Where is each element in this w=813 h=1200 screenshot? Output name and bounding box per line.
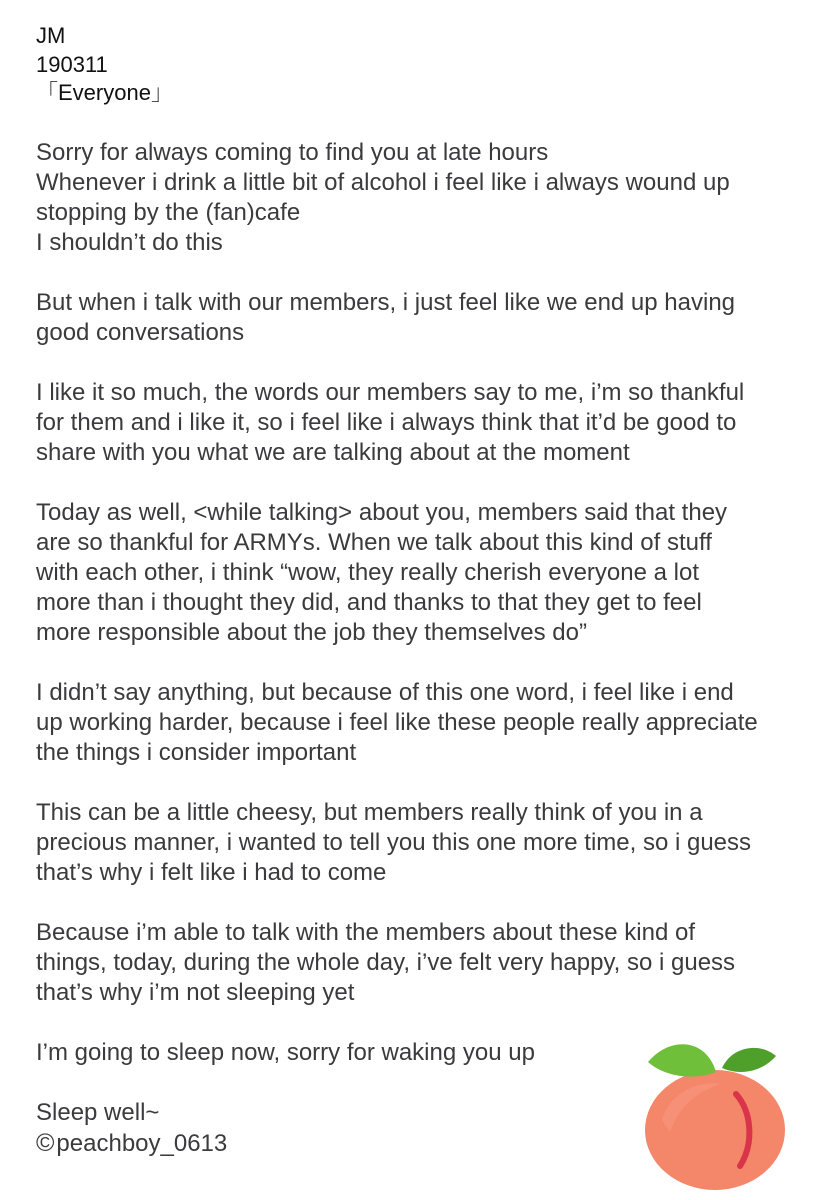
paragraph-line: I shouldn’t do this xyxy=(36,228,223,256)
peach-leaf-left xyxy=(648,1044,716,1076)
note-header xyxy=(36,22,806,108)
paragraph-1 xyxy=(36,138,806,258)
peach-icon xyxy=(640,1032,790,1192)
post-date: 190311 xyxy=(36,51,108,77)
paragraph-4 xyxy=(36,498,806,648)
paragraph-line: Because i’m able to talk with the members about these kind of xyxy=(36,918,696,946)
paragraph-line: the things i consider important xyxy=(36,738,357,766)
paragraph-line: are so thankful for ARMYs. When we talk about this kind of stuff xyxy=(36,528,712,556)
credit-handle: peachboy_0613 xyxy=(56,1129,228,1157)
paragraph-line: I like it so much, the words our members say to me, i’m so thankful xyxy=(36,378,745,406)
author-initials: JM xyxy=(36,23,66,48)
paragraph-line: for them and i like it, so i feel like i always think that it’d be good to xyxy=(36,408,737,436)
paragraph-line: that’s why i’m not sleeping yet xyxy=(36,978,355,1006)
paragraph-5 xyxy=(36,678,806,768)
paragraph-line: This can be a little cheesy, but members really think of you in a xyxy=(36,798,703,826)
paragraph-line: that’s why i felt like i had to come xyxy=(36,858,387,886)
paragraph-line: share with you what we are talking about at the moment xyxy=(36,438,630,466)
paragraph-line: things, today, during the whole day, i’ve felt very happy, so i guess xyxy=(36,948,736,976)
paragraph-line: I didn’t say anything, but because of this one word, i feel like i end xyxy=(36,678,734,706)
paragraph-line: good conversations xyxy=(36,318,245,346)
peach-leaf-right xyxy=(722,1048,776,1072)
paragraph-line: But when i talk with our members, i just feel like we end up having xyxy=(36,288,736,316)
paragraph-line: stopping by the (fan)cafe xyxy=(36,198,301,226)
paragraph-2 xyxy=(36,288,806,348)
paragraph-line: more responsible about the job they themselves do” xyxy=(36,618,587,646)
paragraph-line: up working harder, because i feel like these people really appreciate xyxy=(36,708,758,736)
post-title: 「Everyone」 xyxy=(36,80,173,105)
paragraph-line: Today as well, <while talking> about you, members said that they xyxy=(36,498,728,526)
translation-note xyxy=(36,22,806,1158)
paragraph-6 xyxy=(36,798,806,888)
paragraph-line: more than i thought they did, and thanks to that they get to feel xyxy=(36,588,702,616)
paragraph-7 xyxy=(36,918,806,1008)
peach-body xyxy=(645,1070,785,1190)
paragraph-line: Sorry for always coming to find you at late hours xyxy=(36,138,549,166)
paragraph-line: with each other, i think “wow, they really cherish everyone a lot xyxy=(36,558,699,586)
sign-off: Sleep well~ xyxy=(36,1098,160,1126)
copyright-icon: © xyxy=(36,1128,55,1157)
paragraph-3 xyxy=(36,378,806,468)
paragraph-line: I’m going to sleep now, sorry for waking you up xyxy=(36,1038,535,1066)
paragraph-line: precious manner, i wanted to tell you this one more time, so i guess xyxy=(36,828,752,856)
paragraph-line: Whenever i drink a little bit of alcohol i feel like i always wound up xyxy=(36,168,730,196)
